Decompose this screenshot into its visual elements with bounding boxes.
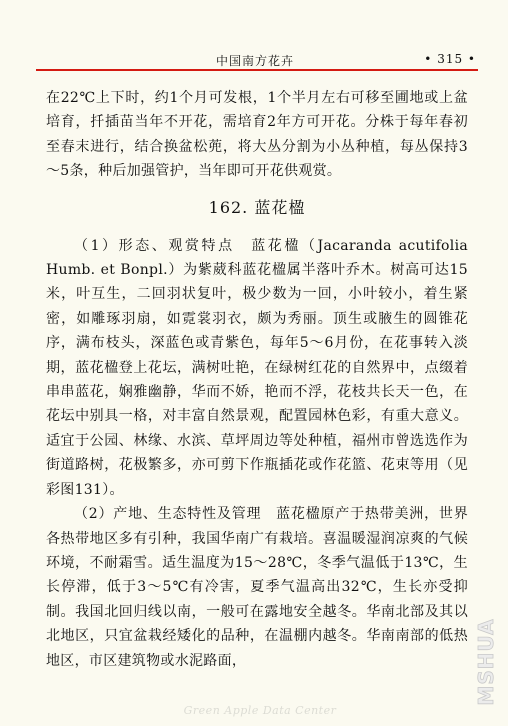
section-title: 162. 蓝花楹 (208, 197, 306, 217)
paragraph-morphology: （1）形态、观赏特点 蓝花楹（Jacaranda acutifolia Humb. et Bonpl.）为紫葳科蓝花楹属半落叶乔木。树高可达15米，叶互生，二回羽状复叶，极少数为一回，小叶较小，着生紧密，如雕琢羽扇，如霓裳羽衣，颇为秀丽。顶生或腋生的圆锥花序，满布枝头，深蓝色或青紫色，每年5～6月份，在花事转入淡期，蓝花楹登上花坛，满树吐艳，在绿树红花的自然界中，点缀着串串蓝花，娴雅幽静，华而不娇，艳而不浮，花枝共长天一色，在花坛中别具一格，对丰富自然景观，配置园林色彩，有重大意义。适宜于公园、林缘、水滨、草坪周边等处种植，福州市曾选选作为街道路树，花极繁多，亦可剪下作瓶插花或作花篮、花束等用（见彩图131）。 (46, 237, 468, 498)
bottom-watermark: Green Apple Data Center (183, 704, 337, 717)
side-watermark-text: MSHUA (474, 618, 498, 706)
page-header (36, 50, 478, 72)
side-watermark (474, 612, 498, 712)
paragraph-habitat: （2）产地、生态特性及管理 蓝花楹原产于热带美洲，世界各热带地区多有引种，我国华南广有栽培。喜温暖湿润凉爽的气候环境，不耐霜雪。适生温度为15～28℃，冬季气温低于13℃，生长停滞，低于3～5℃有冷害，夏季气温高出32℃，生长亦受抑制。我国北回归线以南，一般可在露地安全越冬。华南北部及其以北地区，只宜盆栽经矮化的品种，在温棚内越冬。华南南部的低热地区，市区建筑物或水泥路面， (46, 506, 468, 669)
paragraph-continued: 在22℃上下时，约1个月可发根，1个半月左右可移至圃地或上盆培育，扦插苗当年不开花，需培育2年方可开花。分株于每年春初至春末进行，结合换盆松蔸，将大丛分割为小丛种植，每丛保持3～5条，种后加强管护，当年即可开花供观赏。 (46, 90, 468, 180)
running-title: 中国南方花卉 (216, 54, 295, 68)
header-rule (36, 69, 478, 71)
body-text (46, 86, 468, 673)
page-number: • 315 • (424, 52, 476, 66)
